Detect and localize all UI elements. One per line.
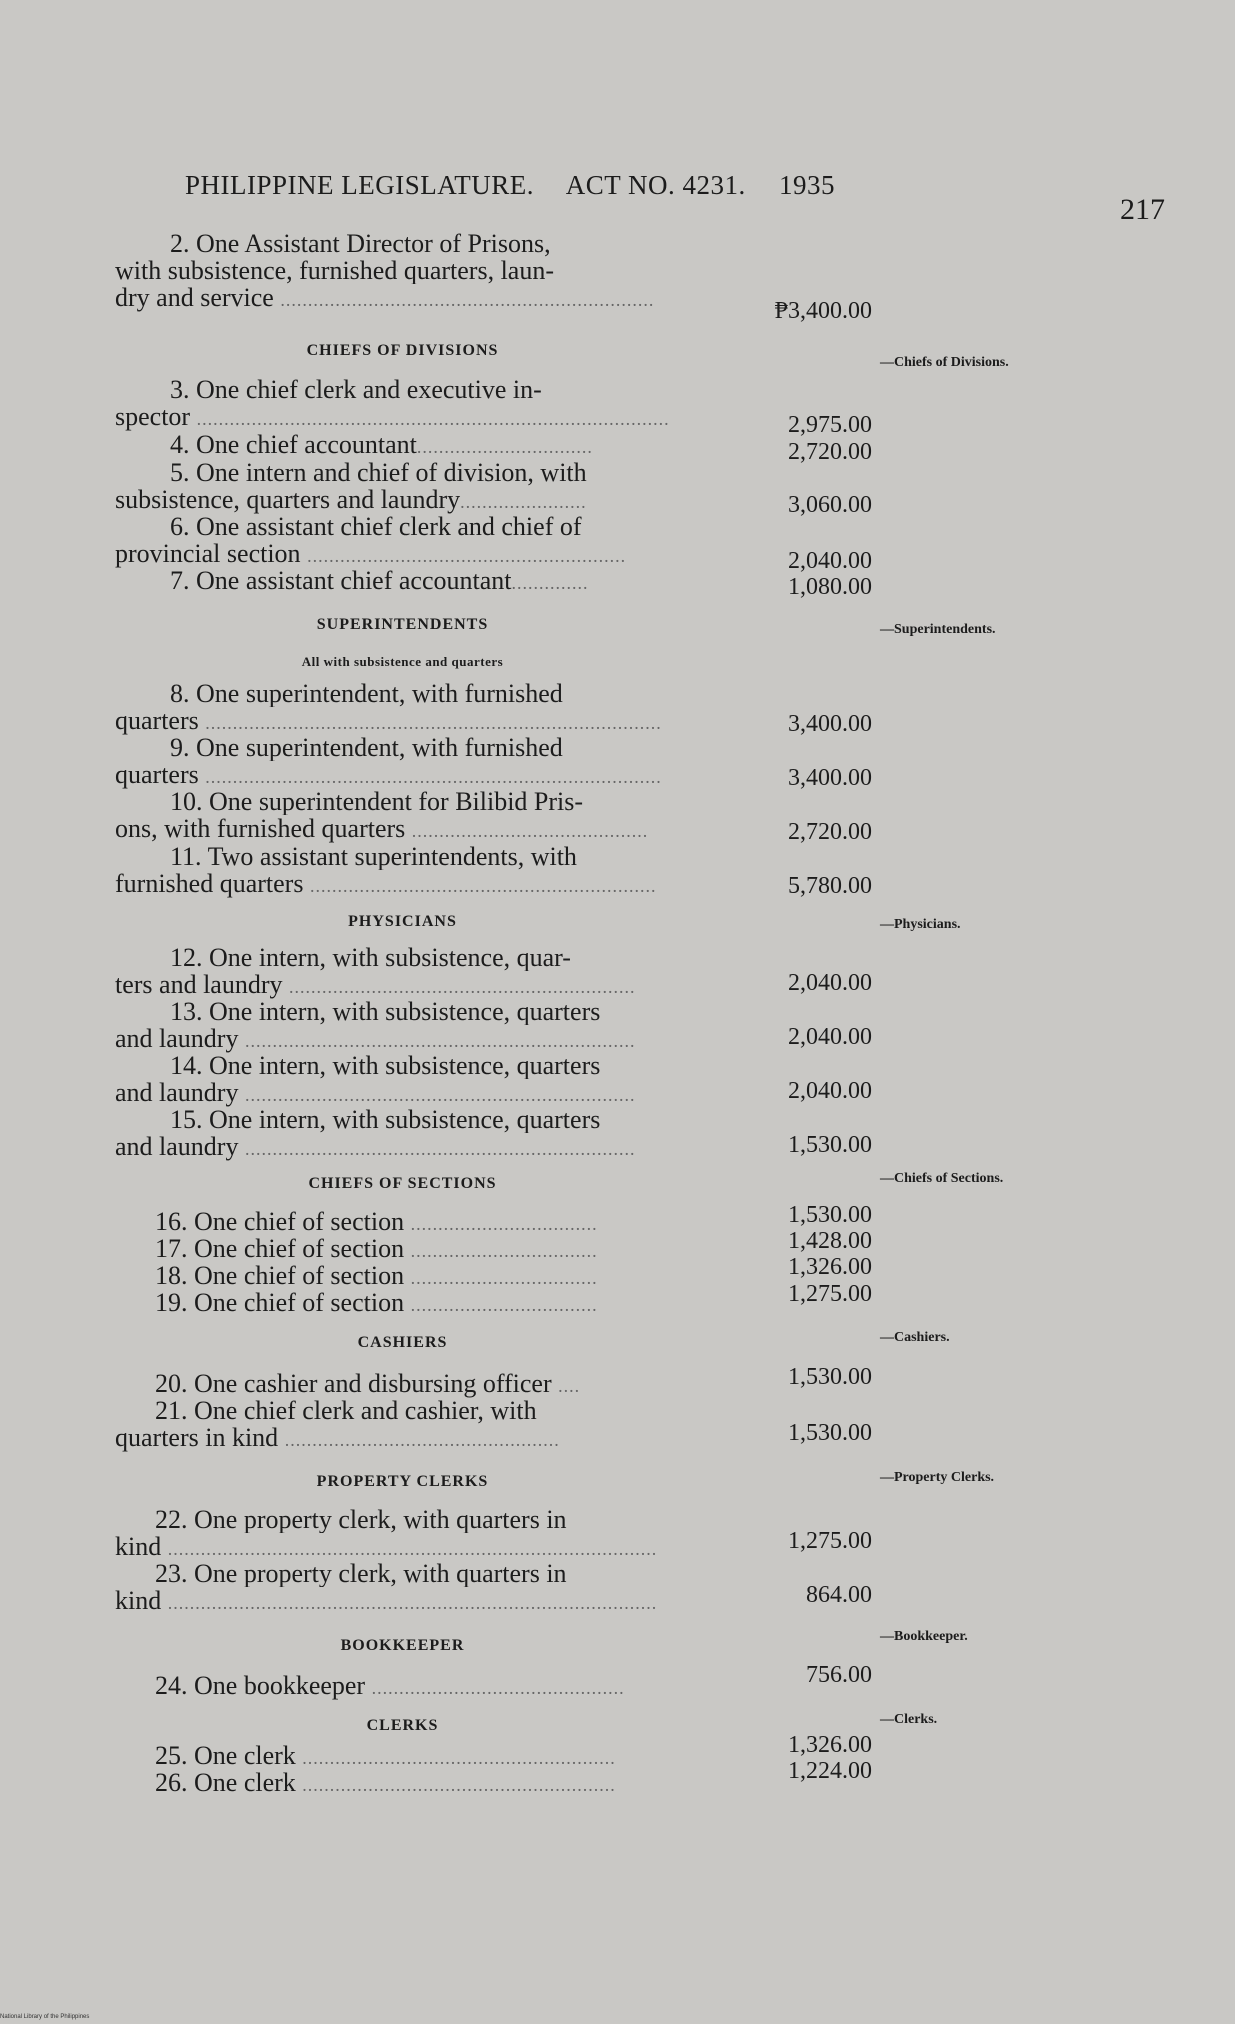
entry-23: 23. One property clerk, with quarters in kind ......................................................................................... [115, 1560, 690, 1617]
entry-4: 4. One chief accountant................................ [170, 431, 593, 459]
side-note-physicians: —Physicians. [880, 917, 961, 932]
entry-line: quarters [115, 761, 199, 789]
entry-7: 7. One assistant chief accountant.............. [170, 567, 589, 595]
entry-2: 2. One Assistant Director of Prisons, with subsistence, furnished quarters, laun- dry and service .................................................................... [115, 230, 690, 314]
entry-21: 21. One chief clerk and cashier, with quarters in kind .................................................. [115, 1397, 690, 1454]
entry-line: quarters in kind [115, 1424, 279, 1452]
section-title-cashiers: CASHIERS [357, 1334, 448, 1351]
entry-line: 21. One chief clerk and cashier, with [155, 1397, 537, 1424]
entry-3-amount: 2,975.00 [788, 412, 872, 438]
entry-line: 5. One intern and chief of division, with [170, 459, 587, 486]
entry-10-amount: 2,720.00 [788, 819, 872, 845]
entry-line: 15. One intern, with subsistence, quarters [170, 1106, 601, 1133]
entry-24-amount: 756.00 [806, 1662, 872, 1688]
entry-line: dry and service [115, 284, 274, 312]
entry-line: furnished quarters [115, 870, 304, 898]
entry-line: 2. One Assistant Director of Prisons, [170, 230, 551, 257]
entry-2-amount: ₱3,400.00 [774, 298, 872, 324]
section-title-chiefs-of-divisions: CHIEFS OF DIVISIONS [306, 342, 499, 359]
entry-line: 24. One bookkeeper [155, 1672, 366, 1700]
entry-22-amount: 1,275.00 [788, 1528, 872, 1554]
side-note-cashiers: —Cashiers. [880, 1330, 950, 1345]
section-title-superintendents: SUPERINTENDENTS [316, 616, 489, 633]
entry-line: 25. One clerk [155, 1742, 296, 1770]
entry-line: 13. One intern, with subsistence, quarters [170, 998, 601, 1025]
entry-line: 14. One intern, with subsistence, quarters [170, 1052, 601, 1079]
entry-22: 22. One property clerk, with quarters in kind ......................................................................................... [115, 1506, 690, 1563]
entry-18: 18. One chief of section .................................. [155, 1262, 598, 1290]
entry-line: and laundry [115, 1133, 239, 1161]
entry-8: 8. One superintendent, with furnished quarters ................................................................................... [115, 680, 690, 737]
entry-line: ons, with furnished quarters [115, 815, 406, 843]
scan-credit: National Library of the Philippines [0, 2014, 90, 2020]
entry-line: subsistence, quarters and laundry [115, 486, 461, 514]
header-year: 1935 [779, 170, 836, 200]
entry-line: 16. One chief of section [155, 1208, 405, 1236]
entry-5: 5. One intern and chief of division, with subsistence, quarters and laundry....................... [115, 459, 690, 516]
entry-25-amount: 1,326.00 [788, 1732, 872, 1758]
side-note-property-clerks: —Property Clerks. [880, 1470, 995, 1485]
entry-24: 24. One bookkeeper .............................................. [155, 1672, 625, 1700]
entry-9-amount: 3,400.00 [788, 765, 872, 791]
section-title-chiefs-of-sections: CHIEFS OF SECTIONS [308, 1175, 497, 1192]
entry-line: provincial section [115, 540, 301, 568]
entry-19: 19. One chief of section .................................. [155, 1289, 598, 1317]
entry-17-amount: 1,428.00 [788, 1228, 872, 1254]
section-title-clerks: CLERKS [366, 1717, 439, 1734]
section-title-bookkeeper: BOOKKEEPER [340, 1637, 465, 1654]
entry-line: kind [115, 1587, 162, 1615]
entry-25: 25. One clerk ......................................................... [155, 1742, 616, 1770]
entry-line: 6. One assistant chief clerk and chief of [170, 513, 582, 540]
entry-20: 20. One cashier and disbursing officer .... [155, 1370, 581, 1398]
entry-line: 7. One assistant chief accountant [170, 567, 512, 595]
entry-3: 3. One chief clerk and executive in- spector ...................................................................................... [115, 376, 690, 433]
entry-line: kind [115, 1533, 162, 1561]
running-header [185, 170, 861, 201]
side-note-superintendents: —Superintendents. [880, 622, 996, 637]
entry-line: 4. One chief accountant [170, 431, 417, 459]
entry-4-amount: 2,720.00 [788, 439, 872, 465]
entry-line: 3. One chief clerk and executive in- [170, 376, 542, 403]
entry-19-amount: 1,275.00 [788, 1281, 872, 1307]
entry-12: 12. One intern, with subsistence, quar- ters and laundry ............................................................... [115, 944, 690, 1001]
entry-16: 16. One chief of section .................................. [155, 1208, 598, 1236]
entry-23-amount: 864.00 [806, 1582, 872, 1608]
section-subtitle-superintendents: All with subsistence and quarters [301, 654, 504, 669]
entry-line: with subsistence, furnished quarters, laun- [115, 257, 555, 284]
entry-line: and laundry [115, 1079, 239, 1107]
entry-11: 11. Two assistant superintendents, with furnished quarters ............................................................... [115, 843, 690, 900]
entry-line: 10. One superintendent for Bilibid Pris- [170, 788, 584, 815]
side-note-clerks: —Clerks. [880, 1712, 938, 1727]
entry-13: 13. One intern, with subsistence, quarters and laundry ....................................................................... [115, 998, 690, 1055]
entry-14: 14. One intern, with subsistence, quarters and laundry ....................................................................... [115, 1052, 690, 1109]
entry-line: 26. One clerk [155, 1769, 296, 1797]
entry-11-amount: 5,780.00 [788, 873, 872, 899]
entry-line: 11. Two assistant superintendents, with [170, 843, 577, 870]
entry-line: 12. One intern, with subsistence, quar- [170, 944, 571, 971]
side-note-chiefs-of-divisions: —Chiefs of Divisions. [880, 355, 1009, 370]
entry-line: and laundry [115, 1025, 239, 1053]
entry-20-amount: 1,530.00 [788, 1364, 872, 1390]
entry-line: 23. One property clerk, with quarters in [155, 1560, 567, 1587]
entry-line: 9. One superintendent, with furnished [170, 734, 563, 761]
entry-6: 6. One assistant chief clerk and chief of provincial section .......................................................... [115, 513, 690, 570]
entry-5-amount: 3,060.00 [788, 492, 872, 518]
entry-line: 18. One chief of section [155, 1262, 405, 1290]
section-title-property-clerks: PROPERTY CLERKS [316, 1473, 489, 1490]
entry-line: 8. One superintendent, with furnished [170, 680, 563, 707]
entry-26-amount: 1,224.00 [788, 1758, 872, 1784]
entry-8-amount: 3,400.00 [788, 711, 872, 737]
entry-line: 20. One cashier and disbursing officer [155, 1370, 552, 1398]
entry-line: quarters [115, 707, 199, 735]
entry-line: 17. One chief of section [155, 1235, 405, 1263]
entry-line: ters and laundry [115, 971, 283, 999]
section-title-physicians: PHYSICIANS [348, 913, 457, 930]
side-note-bookkeeper: —Bookkeeper. [880, 1629, 968, 1644]
side-note-chiefs-of-sections: —Chiefs of Sections. [880, 1171, 1004, 1186]
entry-7-amount: 1,080.00 [788, 574, 872, 600]
entry-21-amount: 1,530.00 [788, 1420, 872, 1446]
entry-10: 10. One superintendent for Bilibid Pris- ons, with furnished quarters ........................................... [115, 788, 690, 845]
entry-18-amount: 1,326.00 [788, 1254, 872, 1280]
entry-9: 9. One superintendent, with furnished quarters ................................................................................... [115, 734, 690, 791]
entry-line: 19. One chief of section [155, 1289, 405, 1317]
page-number: 217 [1120, 193, 1165, 226]
entry-26: 26. One clerk ......................................................... [155, 1769, 616, 1797]
entry-14-amount: 2,040.00 [788, 1078, 872, 1104]
entry-6-amount: 2,040.00 [788, 548, 872, 574]
entry-12-amount: 2,040.00 [788, 970, 872, 996]
header-legislature: PHILIPPINE LEGISLATURE. [185, 170, 534, 200]
entry-line: 22. One property clerk, with quarters in [155, 1506, 567, 1533]
entry-16-amount: 1,530.00 [788, 1202, 872, 1228]
entry-15-amount: 1,530.00 [788, 1132, 872, 1158]
header-act: ACT NO. 4231. [565, 170, 746, 200]
entry-17: 17. One chief of section .................................. [155, 1235, 598, 1263]
entry-13-amount: 2,040.00 [788, 1024, 872, 1050]
entry-line: spector [115, 403, 191, 431]
entry-15: 15. One intern, with subsistence, quarters and laundry ....................................................................... [115, 1106, 690, 1163]
